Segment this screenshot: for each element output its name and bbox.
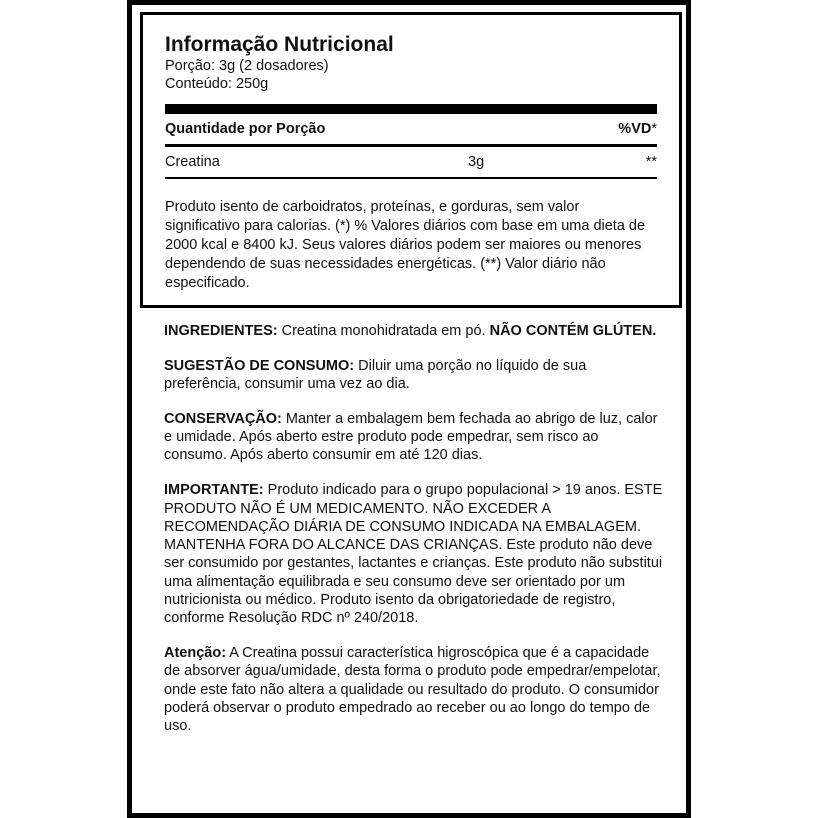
suggestion-text: Diluir uma porção no líquido de sua preferência, consumir uma vez ao dia. [164,357,587,393]
nutrition-facts-box [140,12,682,308]
attention-section [164,644,664,735]
important-label: IMPORTANTE: [164,482,264,499]
conservation-label: CONSERVAÇÃO: [164,410,282,427]
important-section [164,481,664,627]
attention-text: A Creatina possui característica higroscópica que é a capacidade de absorver água/umidade, desta forma o produto pode empedrar/empelotar, onde este fato não altera a qualidade ou resultado do produto. O consumidor poderá observar o produto empedrado ao receber ou ao longo do tempo de uso. [164,645,661,735]
daily-value-header [618,121,657,137]
ingredients-label: INGREDIENTES: [164,323,278,339]
thin-divider [165,177,657,179]
ingredients-section [164,322,664,340]
nutrient-name: Creatina [165,154,220,170]
daily-value-asterisk: * [651,121,657,137]
gluten-free-notice: NÃO CONTÉM GLÚTEN. [489,323,657,339]
package-content: Conteúdo: 250g [165,76,269,92]
conservation-section [164,410,664,465]
nutrient-daily-value: ** [645,154,657,170]
serving-size: Porção: 3g (2 dosadores) [165,58,329,74]
attention-label: Atenção: [164,645,227,662]
label-sheet [132,5,686,813]
label-frame [127,0,691,818]
nutrition-title: Informação Nutricional [165,33,394,56]
thick-divider [165,104,657,114]
suggestion-label: SUGESTÃO DE CONSUMO: [164,357,355,374]
conservation-text: Manter a embalagem bem fechada ao abrigo de luz, calor e umidade. Após aberto estre produto pode empedrar, sem risco ao consumo. Após aberto consumir em até 120 dias. [164,410,658,464]
medium-divider [165,144,657,147]
nutrient-amount: 3g [468,154,485,170]
important-text: Produto indicado para o grupo populacional > 19 anos. ESTE PRODUTO NÃO É UM MEDICAMENTO. NÃO EXCEDER A RECOMENDAÇÃO DIÁRIA DE CONSUMO INDICADA NA EMBALAGEM. MANTENHA FORA DO ALCANCE DAS CRIANÇAS. Este produto não deve ser consumido por gestantes, lactantes e crianças. Este produto não substitui uma alimentação equilibrada e seu consumo deve ser orientado por um nutricionista ou médico. Produto isento da obrigatoriedade de registro, conforme Resolução RDC nº 240/2018. [164,482,663,627]
daily-value-label: %VD [618,121,652,137]
label-sections [164,322,664,752]
nutrition-footnote: Produto isento de carboidratos, proteínas, e gorduras, sem valor significativo para calorias. (*) % Valores diários com base em uma dieta de 2000 kcal e 8400 kJ. Seus valores diários podem ser maiores ou menores dependendo de suas necessidades energéticas. (**) Valor diário não especificado. [165,199,646,291]
suggestion-section [164,357,664,394]
quantity-per-serving-header: Quantidade por Porção [165,121,326,137]
ingredients-text: Creatina monohidratada em pó. [277,323,490,339]
